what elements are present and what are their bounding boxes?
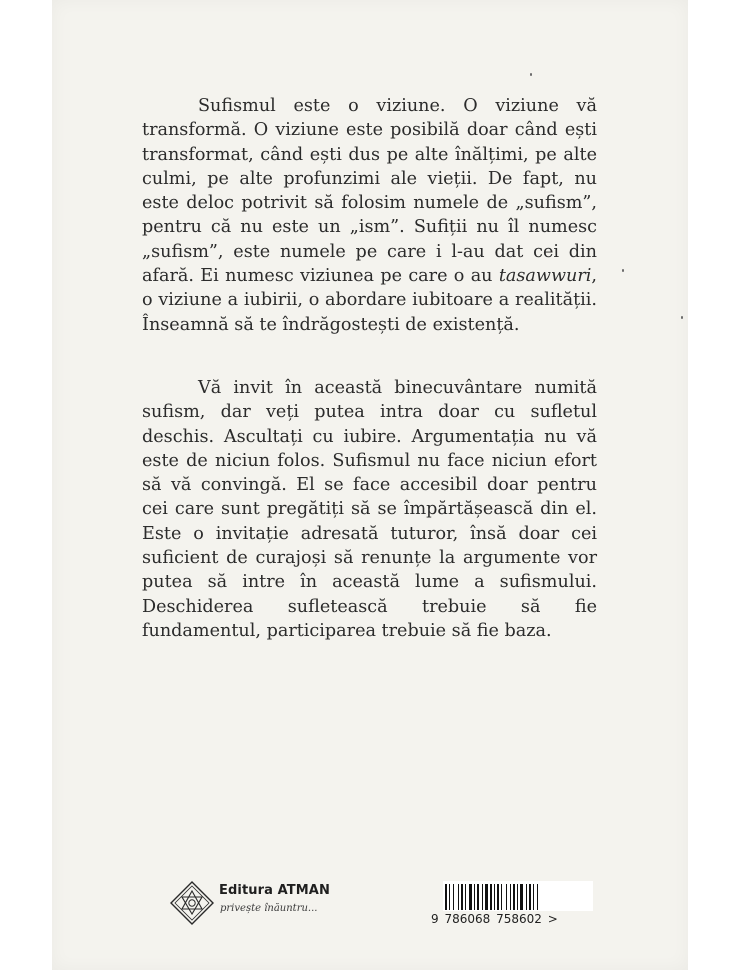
barcode-bar [526,884,527,910]
barcode-icon [445,884,591,910]
isbn-number: 9 786068 758602 > [431,912,558,926]
italic-term: tasawwuri [498,266,592,287]
barcode-bar [485,884,488,910]
barcode-bar [533,884,534,910]
barcode-bar [517,884,518,910]
barcode-bar [513,884,515,910]
barcode-bar [529,884,531,910]
publisher-block [170,879,350,931]
text-run: , o viziune a iubirii, o abordare iubitoare a realității. Înseamnă să te îndrăgostești de existență. [142,266,597,335]
body-paragraph-2 [142,376,597,643]
barcode-bar [477,884,479,910]
paper-speck [622,269,624,272]
barcode-bar [458,884,459,910]
barcode-bar [510,884,511,910]
barcode-bar [494,884,495,910]
barcode-bar [501,884,502,910]
barcode-bar [445,884,447,910]
paragraph-text [142,94,597,337]
barcode-bar [449,884,450,910]
barcode-bar [506,884,507,910]
barcode-bar [497,884,499,910]
isbn-barcode [431,881,621,929]
barcode-bar [474,884,475,910]
publisher-tagline: privește înăuntru... [220,903,318,914]
barcode-bar [482,884,483,910]
barcode-bar [465,884,466,910]
barcode-bar [453,884,454,910]
paper-speck [530,73,532,76]
barcode-bar [520,884,523,910]
paper-speck [681,316,683,319]
text-run: Vă invit în această binecuvântare numită sufism, dar veți putea intra doar cu sufletul deschis. Ascultați cu iubire. Argumentația nu vă este de niciun folos. Sufismul nu face niciun efort să vă convingă. El se face accesibil doar pentru cei care sunt pregătiți să se împărtășească din el. Este o invitație adresată tuturor, însă doar cei suficient de curajoși să renunțe la argumente vor putea să intre în această lume a sufismului. Deschiderea sufletească trebuie să fie fundamentul, participarea trebuie să fie baza. [142,378,597,641]
barcode-bar [490,884,492,910]
hexagram-star-logo-icon [170,881,214,925]
barcode-bar [469,884,472,910]
barcode-bar [537,884,538,910]
barcode-bar [461,884,463,910]
text-run: Sufismul este o viziune. O viziune vă transformă. O viziune este posibilă doar când ești transformat, când ești dus pe alte înălțimi, pe alte culmi, pe alte profunzimi ale vieții. De fapt, nu este deloc potrivit să folosim numele de „sufism”, pentru că nu este un „ism”. Sufiții nu îl numesc „sufism”, este numele pe care i l-au dat cei din afară. Ei numesc viziunea pe care o au [142,96,597,287]
paragraph-text [142,376,597,643]
publisher-name: Editura ATMAN [219,883,330,898]
body-paragraph-1 [142,94,597,337]
